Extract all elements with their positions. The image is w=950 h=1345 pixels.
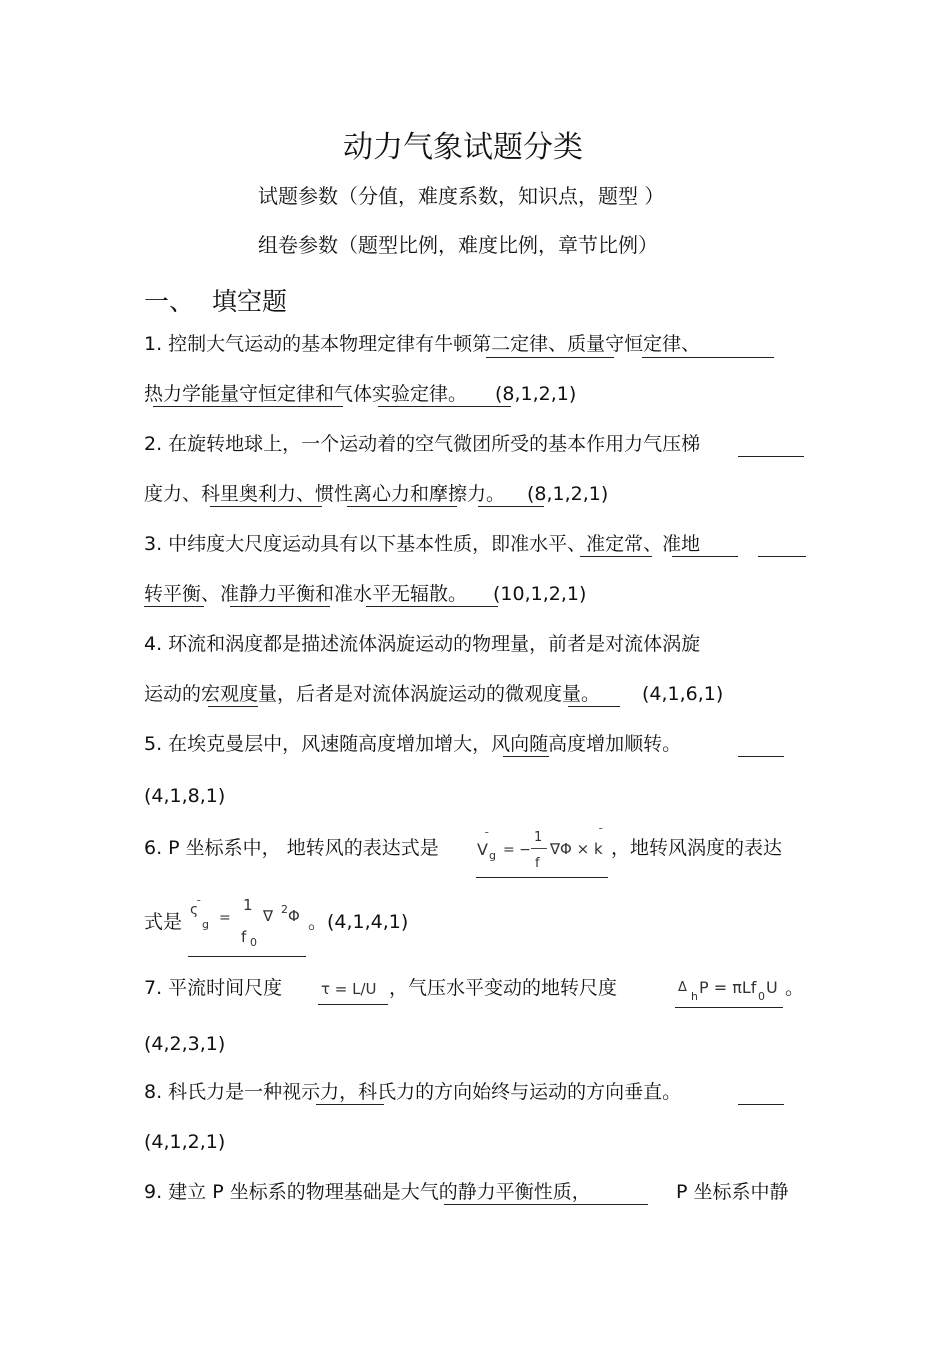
q6-line1-end: ，地转风涡度的表达	[611, 837, 783, 859]
q6-line1-text: 6. P 坐标系中， 地转风的表达式是	[144, 837, 439, 859]
section-heading	[144, 282, 287, 318]
answer-blank	[486, 357, 614, 358]
answer-blank	[738, 1104, 784, 1105]
answer-blank	[738, 456, 804, 457]
q8-line1: 8. 科氏力是一种视示力，科氏力的方向始终与运动的方向垂直。	[144, 1081, 682, 1103]
q7-line1-end: 。	[785, 977, 805, 999]
answer-blank	[210, 506, 322, 507]
answer-blank	[568, 706, 620, 707]
q6-line2-text: 式是	[144, 911, 183, 933]
q1-line1: 1. 控制大气运动的基本物理定律有牛顿第二定律、质量守恒定律、	[144, 333, 701, 355]
q4-line2	[144, 682, 723, 706]
answer-blank	[476, 877, 608, 878]
section-number: 一、	[144, 287, 195, 316]
q2-params: (8,1,2,1)	[527, 483, 609, 505]
answer-blank	[738, 756, 784, 757]
q5-params: (4,1,8,1)	[144, 785, 226, 807]
q2-line2-text: 度力、科里奥利力、惯性离心力和摩擦力。	[144, 483, 506, 505]
q9-line1-text: 9. 建立 P 坐标系的物理基础是大气的静力平衡性质，	[144, 1181, 591, 1203]
q7-params: (4,2,3,1)	[144, 1033, 226, 1055]
q3-line2	[144, 582, 586, 606]
answer-blank	[478, 506, 544, 507]
q4-line1: 4. 环流和涡度都是描述流体涡旋运动的物理量，前者是对流体涡旋	[144, 633, 701, 655]
q2-line2	[144, 482, 608, 506]
answer-blank	[580, 556, 652, 557]
answer-blank	[378, 406, 511, 407]
q3-line2-text: 转平衡、准静力平衡和准水平无辐散。	[144, 583, 468, 605]
q8-params: (4,1,2,1)	[144, 1131, 226, 1153]
answer-blank	[318, 1004, 388, 1005]
answer-blank	[347, 506, 457, 507]
answer-blank	[366, 606, 498, 607]
q7-line1-mid: ，气压水平变动的地转尺度	[389, 977, 618, 999]
q1-params: (8,1,2,1)	[495, 383, 577, 405]
q3-params: (10,1,2,1)	[493, 583, 587, 605]
answer-blank	[316, 1104, 384, 1105]
page-title: 动力气象试题分类	[343, 130, 583, 165]
answer-blank	[675, 1007, 783, 1008]
answer-blank	[153, 406, 343, 407]
q9-line1-end: P 坐标系中静	[676, 1181, 789, 1203]
answer-blank	[672, 556, 738, 557]
params-line-1: 试题参数（分值，难度系数，知识点，题型 ）	[258, 184, 665, 208]
advection-time-scale-formula: τ = L/U	[321, 980, 377, 998]
q1-line2	[144, 382, 576, 406]
params-line-2: 组卷参数（题型比例，难度比例，章节比例）	[258, 233, 658, 257]
q7-line1-text: 7. 平流时间尺度	[144, 977, 283, 999]
answer-blank	[503, 756, 549, 757]
q5-line1: 5. 在埃克曼层中，风速随高度增加增大，风向随高度增加顺转。	[144, 733, 682, 755]
document-page: 动力气象试题分类 试题参数（分值，难度系数，知识点，题型 ） 组卷参数（题型比例，难度比例，章节比例） 一、 填空题 1. 控制大气运动的基本物理定律有牛顿第二定律、质量守恒定律、 热力学能量守恒定律和气体实验定律。 (8,1,2,1) 2. 在旋转地球上，一个运动着的空气微团所受的基本作用力气压梯 度力、科里奥利力、惯性离心力和摩擦力。 (8,1,2,1) 3. 中纬度大尺度运动具有以下基本性质，即准水平、准定常、准地 转平衡、准静力平衡和准水平无辐散。 (10,1,2,1) 4. 环流和涡度都是描述流体涡旋运动的物理量，前者是对流体涡旋 运动的宏观度量，后者是对流体涡旋运动的微观度量。 (4,1,6,1) 5. 在埃克曼层中，风速随高度增加增大，风向随高度增加顺转。 (4,1,8,1) 6. P 坐标系中， 地转风的表达式是 ¯ V g = − 1 f ∇Φ × k ¯ ，地转风涡度的表达 式是 ¯ ς g = 1 f 0 ∇ 2 Φ 。(4,1,4,1) 7. 平流时间尺度 τ = L/U ，气压水平变动的地转尺度 Δ h P = πLf 0 U 。 (4,2,3,1) 8. 科氏力是一种视示力，科氏力的方向始终与运动的方向垂直。 (4,1,2,1) 9. 建立 P 坐标系的物理基础是大气的静力平衡性质， P 坐标系中静	[0, 0, 950, 1345]
q6-line2-end: 。(4,1,4,1)	[308, 911, 409, 933]
q3-line1: 3. 中纬度大尺度运动具有以下基本性质，即准水平、准定常、准地	[144, 533, 701, 555]
section-title: 填空题	[212, 287, 288, 316]
answer-blank	[144, 606, 204, 607]
answer-blank	[642, 357, 774, 358]
answer-blank	[188, 956, 306, 957]
q2-line1: 2. 在旋转地球上，一个运动着的空气微团所受的基本作用力气压梯	[144, 433, 701, 455]
q4-line2-text: 运动的宏观度量，后者是对流体涡旋运动的微观度量。	[144, 683, 601, 705]
answer-blank	[758, 556, 806, 557]
answer-blank	[444, 1204, 648, 1205]
q4-params: (4,1,6,1)	[642, 683, 724, 705]
answer-blank	[208, 706, 258, 707]
q1-line2-text: 热力学能量守恒定律和气体实验定律。	[144, 383, 468, 405]
answer-blank	[230, 606, 330, 607]
